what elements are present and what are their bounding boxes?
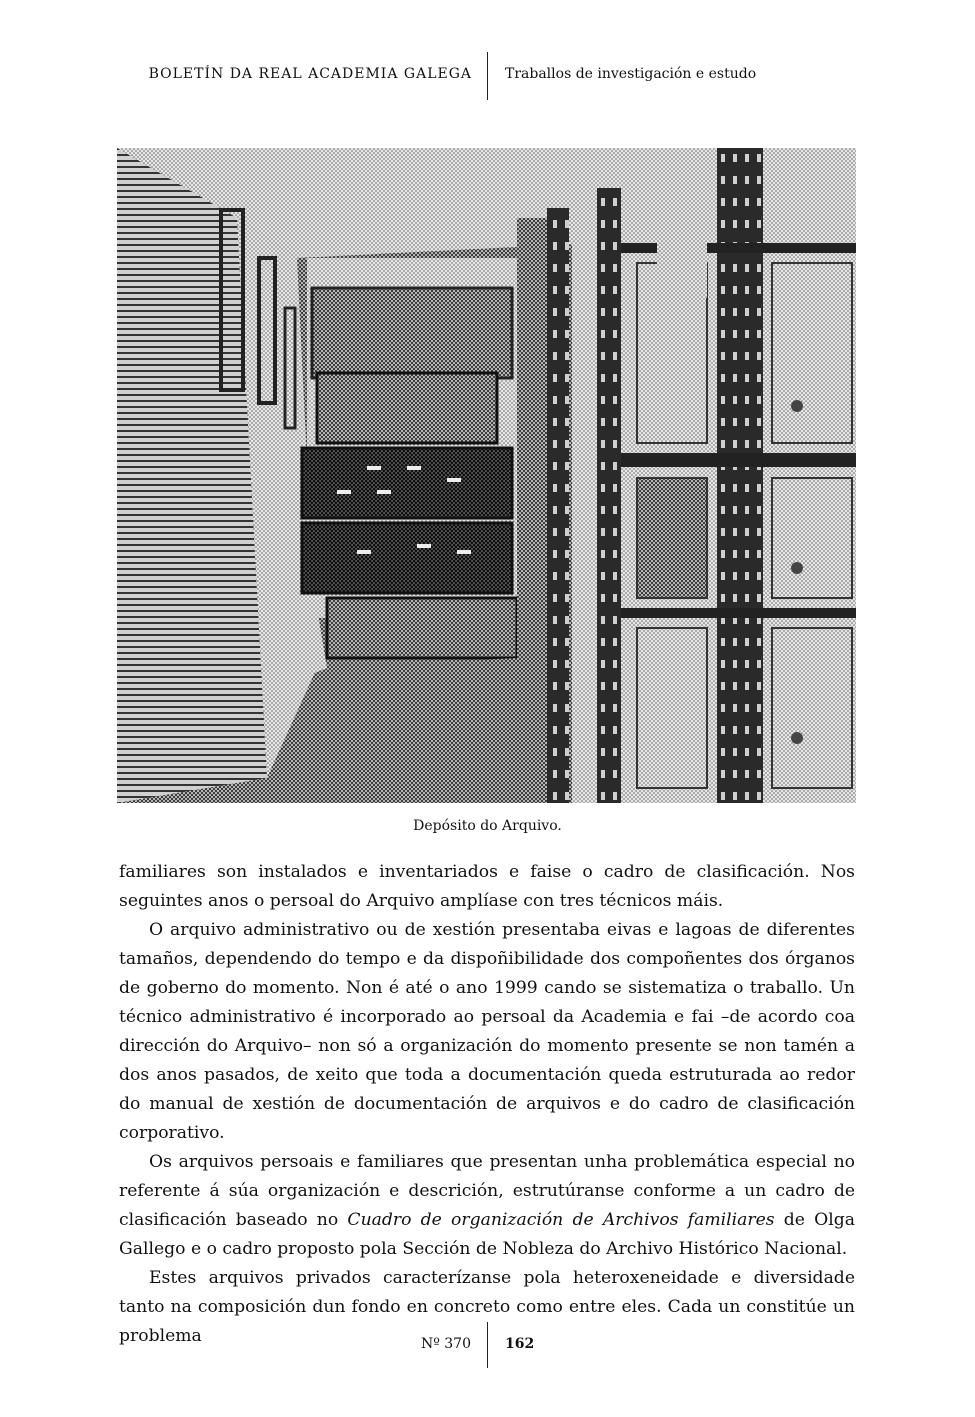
article-body: [119, 858, 855, 1351]
paragraph-3: [119, 1148, 855, 1264]
running-header: [0, 52, 975, 100]
paragraph-3-start: Os arquivos persoais e familiares que presentan unha problemática especial no referente á súa organización e descrición, estrutúranse conforme a un cadro de clasificación baseado no: [119, 1152, 855, 1230]
page-number: 162: [505, 1336, 535, 1352]
paragraph-4: Estes arquivos privados caracterízanse pola heteroxeneidade e diversidade tanto na composición dun fondo en concreto como entre eles. Cada un constitúe un problema: [119, 1268, 855, 1346]
issue-number: Nº 370: [420, 1336, 471, 1352]
archive-shelves-illustration: [117, 148, 856, 803]
paragraph-2: O arquivo administrativo ou de xestión presentaba eivas e lagoas de diferentes tamaños, dependendo do tempo e da dispoñibilidade dos compoñentes dos órganos de goberno do momento. Non é até o ano 1999 cando se sistematiza o traballo. Un técnico administrativo é incorporado ao persoal da Academia e fai –de acordo coa dirección do Arquivo– non só a organización do momento presente se non tamén a dos anos pasados, de xeito que toda a documentación queda estruturada ao redor do manual de xestión de documentación de arquivos e do cadro de clasificación corporativo.: [119, 920, 855, 1143]
footer-divider: [487, 1322, 488, 1368]
section-title: Traballos de investigación e estudo: [505, 66, 757, 82]
paragraph-3-end: de Olga Gallego e o cadro proposto pola Sección de Nobleza do Archivo Histórico Nacional.: [119, 1210, 855, 1259]
paragraph-1: familiares son instalados e inventariados e faise o cadro de clasificación. Nos seguintes anos o persoal do Arquivo amplíase con tres técnicos máis.: [119, 862, 855, 911]
archive-deposit-photo: [117, 148, 856, 803]
figure-caption: Depósito do Arquivo.: [413, 818, 562, 834]
header-divider: [487, 52, 488, 100]
cited-work-title: Cuadro de organización de Archivos familiares: [347, 1210, 775, 1230]
page-footer: [0, 1322, 975, 1368]
journal-title: BOLETÍN DA REAL ACADEMIA GALEGA: [148, 66, 472, 82]
